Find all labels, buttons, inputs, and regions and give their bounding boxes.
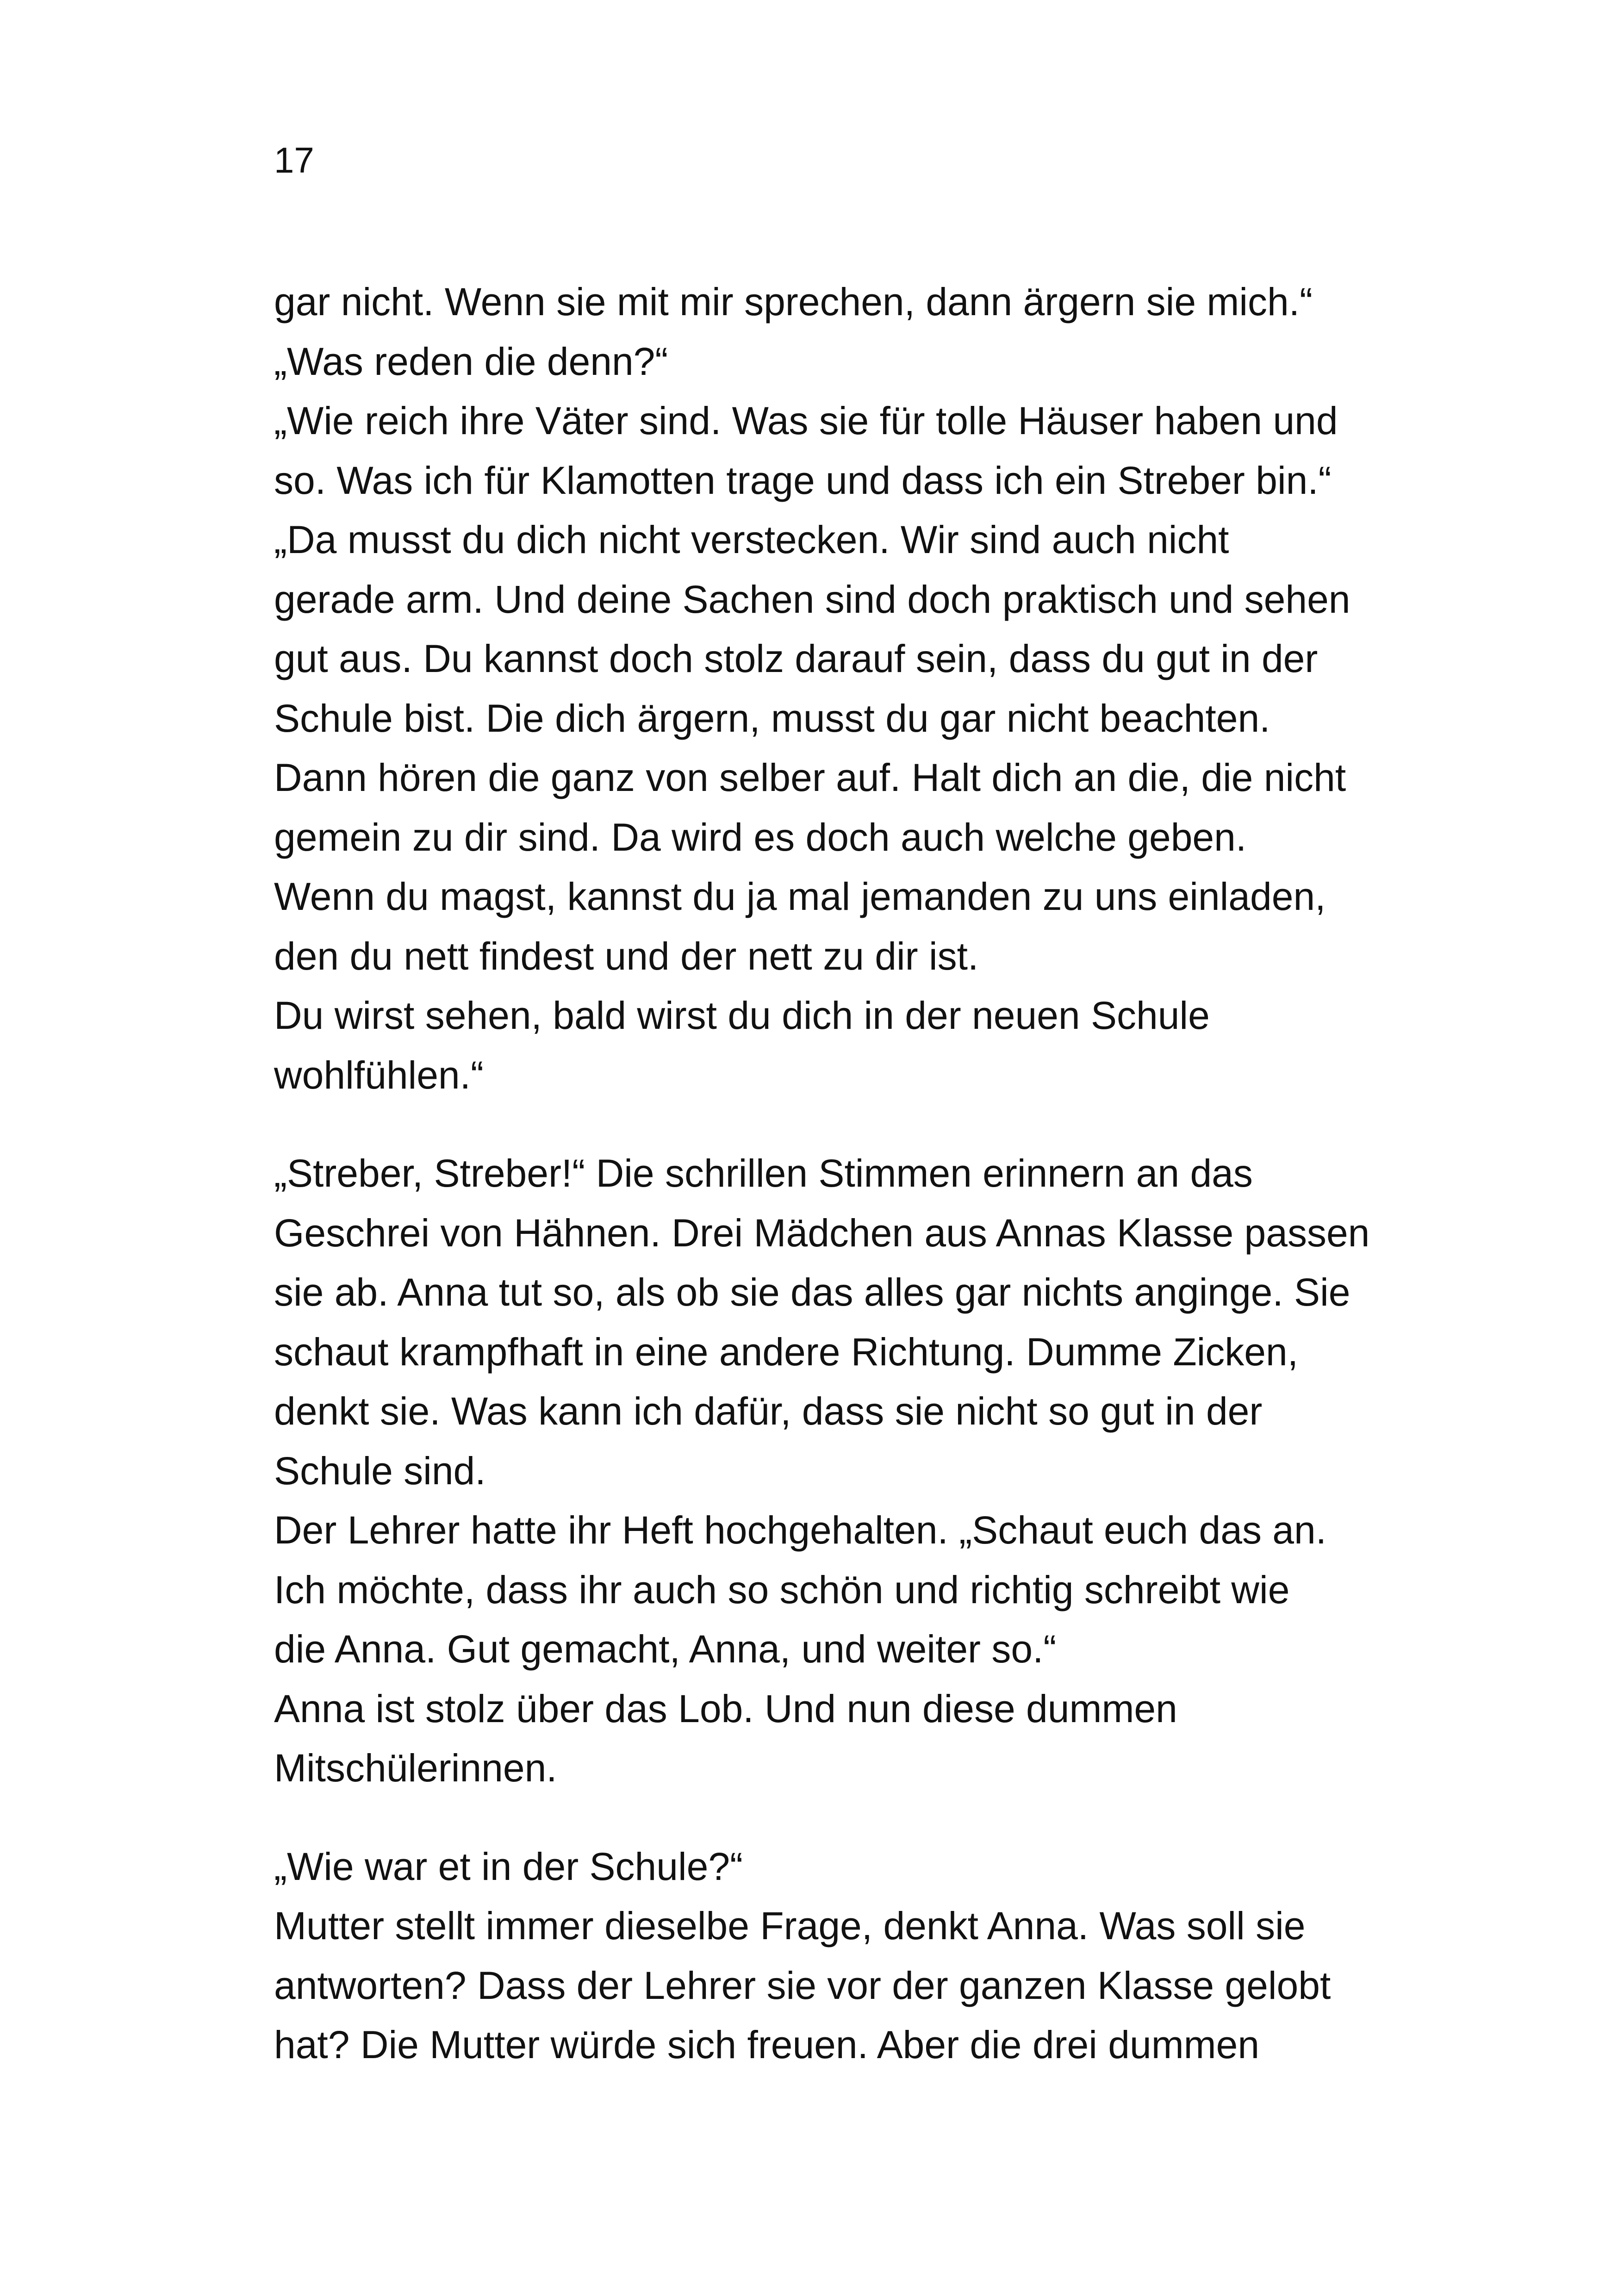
text-line: hat? Die Mutter würde sich freuen. Aber die drei dummen — [274, 2023, 1260, 2066]
body-text — [274, 272, 1375, 2075]
text-line: Anna ist stolz über das Lob. Und nun diese dummen — [274, 1686, 1177, 1730]
text-line: so. Was ich für Klamotten trage und dass ich ein Streber bin.“ — [274, 458, 1332, 502]
text-line: „Was reden die denn?“ — [274, 339, 668, 383]
text-line: „Da musst du dich nicht verstecken. Wir sind auch nicht — [274, 518, 1229, 561]
text-line: Der Lehrer hatte ihr Heft hochgehalten. „Schaut euch das an. — [274, 1508, 1327, 1552]
paragraph-gap — [274, 1798, 1375, 1837]
text-line: gar nicht. Wenn sie mit mir sprechen, dann ärgern sie mich.“ — [274, 280, 1313, 324]
page-number: 17 — [274, 140, 314, 180]
text-line: gut aus. Du kannst doch stolz darauf sein, dass du gut in der — [274, 637, 1318, 680]
text-line: Mutter stellt immer dieselbe Frage, denkt Anna. Was soll sie — [274, 1904, 1306, 1948]
paragraph-gap — [274, 1105, 1375, 1144]
paragraph — [274, 272, 1375, 1105]
text-line: „Wie reich ihre Väter sind. Was sie für tolle Häuser haben und — [274, 399, 1338, 442]
paragraph — [274, 1837, 1375, 2075]
text-line: Wenn du magst, kannst du ja mal jemanden zu uns einladen, — [274, 875, 1326, 918]
text-line: gerade arm. Und deine Sachen sind doch praktisch und sehen — [274, 577, 1350, 621]
text-line: antworten? Dass der Lehrer sie vor der ganzen Klasse gelobt — [274, 1963, 1331, 2007]
text-line: Du wirst sehen, bald wirst du dich in der neuen Schule — [274, 994, 1210, 1037]
text-line: Schule bist. Die dich ärgern, musst du gar nicht beachten. — [274, 696, 1270, 740]
text-line: Dann hören die ganz von selber auf. Halt dich an die, die nicht — [274, 756, 1346, 799]
text-line: „Streber, Streber!“ Die schrillen Stimmen erinnern an das — [274, 1151, 1253, 1195]
paragraph — [274, 1144, 1375, 1798]
text-line: gemein zu dir sind. Da wird es doch auch welche geben. — [274, 815, 1247, 859]
text-line: schaut krampfhaft in eine andere Richtung. Dumme Zicken, — [274, 1330, 1299, 1374]
text-line: Mitschülerinnen. — [274, 1746, 557, 1790]
text-line: den du nett findest und der nett zu dir ist. — [274, 934, 979, 978]
text-line: die Anna. Gut gemacht, Anna, und weiter so.“ — [274, 1627, 1057, 1671]
text-line: „Wie war et in der Schule?“ — [274, 1844, 743, 1888]
text-line: denkt sie. Was kann ich dafür, dass sie nicht so gut in der — [274, 1389, 1263, 1433]
text-line: wohlfühlen.“ — [274, 1053, 484, 1097]
text-line: Schule sind. — [274, 1449, 486, 1493]
text-line: Geschrei von Hähnen. Drei Mädchen aus Annas Klasse passen — [274, 1211, 1370, 1255]
text-line: sie ab. Anna tut so, als ob sie das alles gar nichts anginge. Sie — [274, 1270, 1350, 1314]
text-line: Ich möchte, dass ihr auch so schön und richtig schreibt wie — [274, 1568, 1290, 1612]
